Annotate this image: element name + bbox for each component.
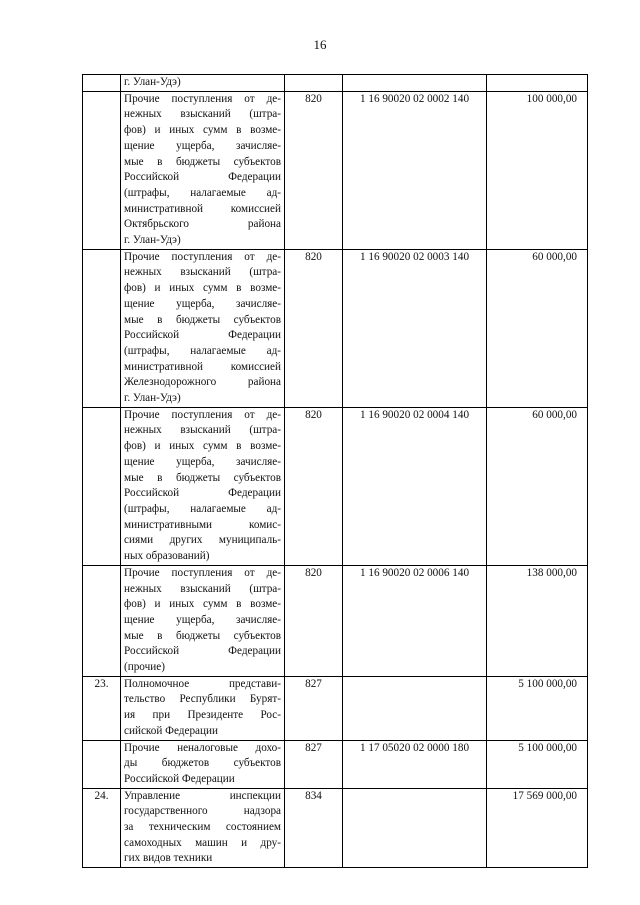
revenue-name-line: за техническим состоянием [124, 821, 281, 834]
revenue-name-line: нежных взысканий (штра- [124, 266, 281, 279]
amount-cell: 138 000,00 [487, 565, 588, 676]
revenue-name-line: щение ущерба, зачисляе- [124, 613, 281, 626]
revenue-name-line: Прочие поступления от де- [124, 250, 281, 263]
revenue-name-line: тельство Республики Бурят- [124, 693, 281, 706]
revenue-name-line: ды бюджетов субъектов [124, 757, 281, 770]
budget-classification-code-cell: 1 16 90020 02 0002 140 [343, 91, 487, 249]
admin-code-cell: 820 [285, 407, 343, 565]
revenue-name-line: (штрафы, налагаемые ад- [124, 344, 281, 357]
revenue-name-line: (штрафы, налагаемые ад- [124, 186, 281, 199]
revenue-name-line: Российской Федерации [124, 171, 281, 184]
table-body [83, 75, 588, 868]
revenue-name-line: ных образований) [124, 550, 210, 563]
revenue-name-line: государственного надзора [124, 805, 281, 818]
budget-classification-code-cell: 1 16 90020 02 0004 140 [343, 407, 487, 565]
revenue-name-line: сийской Федерации [124, 724, 218, 737]
revenue-name-line: Прочие поступления от де- [124, 92, 281, 105]
revenue-name-line: щение ущерба, зачисляе- [124, 297, 281, 310]
revenue-name-cell [121, 75, 285, 92]
revenue-name-line: Железнодорожного района [124, 376, 281, 389]
budget-classification-code-cell: 1 16 90020 02 0003 140 [343, 249, 487, 407]
admin-code-cell: 827 [285, 676, 343, 740]
revenue-name-line: (штрафы, налагаемые ад- [124, 502, 281, 515]
admin-code-cell: 827 [285, 740, 343, 788]
budget-classification-code-cell: 1 16 90020 02 0006 140 [343, 565, 487, 676]
revenue-name-line: нежных взысканий (штра- [124, 582, 281, 595]
revenue-name-line: г. Улан-Удэ) [124, 234, 181, 247]
amount-cell: 5 100 000,00 [487, 676, 588, 740]
revenue-name-line: мые в бюджеты субъектов [124, 471, 281, 484]
revenue-name-line: нежных взысканий (штра- [124, 108, 281, 121]
revenue-name-line: министративной комиссией [124, 360, 281, 373]
admin-code-cell: 820 [285, 91, 343, 249]
revenue-name-line: гих видов техники [124, 852, 213, 865]
budget-revenue-table [82, 74, 588, 868]
revenue-name-line: Октябрьского района [124, 218, 281, 231]
table-row [83, 788, 588, 868]
row-number-cell [83, 91, 121, 249]
revenue-name-line: Полномочное представи- [124, 677, 281, 690]
table-row [83, 75, 588, 92]
revenue-name-cell [121, 249, 285, 407]
row-number-cell [83, 407, 121, 565]
revenue-name-cell [121, 91, 285, 249]
revenue-name-line: г. Улан-Удэ) [124, 392, 181, 405]
amount-cell: 60 000,00 [487, 249, 588, 407]
amount-cell: 60 000,00 [487, 407, 588, 565]
table-row [83, 565, 588, 676]
revenue-name-line: Прочие неналоговые дохо- [124, 741, 281, 754]
budget-classification-code-cell: 1 17 05020 02 0000 180 [343, 740, 487, 788]
revenue-name-line: самоходных машин и дру- [124, 836, 281, 849]
admin-code-cell: 834 [285, 788, 343, 868]
revenue-name-line: мые в бюджеты субъектов [124, 155, 281, 168]
budget-classification-code-cell [343, 75, 487, 92]
revenue-name-line: фов) и иных сумм в возме- [124, 440, 281, 453]
amount-cell: 100 000,00 [487, 91, 588, 249]
revenue-name-line: министративными комис- [124, 518, 281, 531]
revenue-name-line: г. Улан-Удэ) [124, 76, 181, 88]
revenue-name-line: (прочие) [124, 661, 165, 674]
row-number-cell [83, 740, 121, 788]
revenue-name-cell [121, 788, 285, 868]
revenue-name-line: Управление инспекции [124, 789, 281, 802]
row-number-cell [83, 75, 121, 92]
amount-cell: 17 569 000,00 [487, 788, 588, 868]
budget-classification-code-cell [343, 676, 487, 740]
revenue-name-line: Российской Федерации [124, 772, 235, 785]
revenue-name-line: щение ущерба, зачисляе- [124, 455, 281, 468]
revenue-name-line: министративной комиссией [124, 202, 281, 215]
revenue-name-line: фов) и иных сумм в возме- [124, 124, 281, 137]
revenue-name-line: Прочие поступления от де- [124, 408, 281, 421]
revenue-name-line: Российской Федерации [124, 487, 281, 500]
revenue-name-line: мые в бюджеты субъектов [124, 313, 281, 326]
admin-code-cell: 820 [285, 565, 343, 676]
row-number-cell [83, 249, 121, 407]
revenue-name-line: щение ущерба, зачисляе- [124, 139, 281, 152]
revenue-name-cell [121, 565, 285, 676]
table-row [83, 91, 588, 249]
revenue-name-line: фов) и иных сумм в возме- [124, 282, 281, 295]
table-row [83, 676, 588, 740]
revenue-name-line: мые в бюджеты субъектов [124, 629, 281, 642]
revenue-name-line: Прочие поступления от де- [124, 566, 281, 579]
admin-code-cell [285, 75, 343, 92]
revenue-name-cell [121, 676, 285, 740]
revenue-name-line: фов) и иных сумм в возме- [124, 598, 281, 611]
admin-code-cell: 820 [285, 249, 343, 407]
row-number-cell: 23. [83, 676, 121, 740]
revenue-name-line: сиями других муниципаль- [124, 534, 281, 547]
amount-cell: 5 100 000,00 [487, 740, 588, 788]
budget-classification-code-cell [343, 788, 487, 868]
revenue-name-line: Российской Федерации [124, 645, 281, 658]
revenue-name-line: нежных взысканий (штра- [124, 424, 281, 437]
table-row [83, 740, 588, 788]
table-row [83, 407, 588, 565]
revenue-name-line: ия при Президенте Рос- [124, 709, 281, 722]
row-number-cell: 24. [83, 788, 121, 868]
revenue-name-cell [121, 407, 285, 565]
revenue-name-line: Российской Федерации [124, 329, 281, 342]
revenue-name-cell [121, 740, 285, 788]
page-number: 16 [313, 37, 327, 52]
row-number-cell [83, 565, 121, 676]
table-row [83, 249, 588, 407]
amount-cell [487, 75, 588, 92]
